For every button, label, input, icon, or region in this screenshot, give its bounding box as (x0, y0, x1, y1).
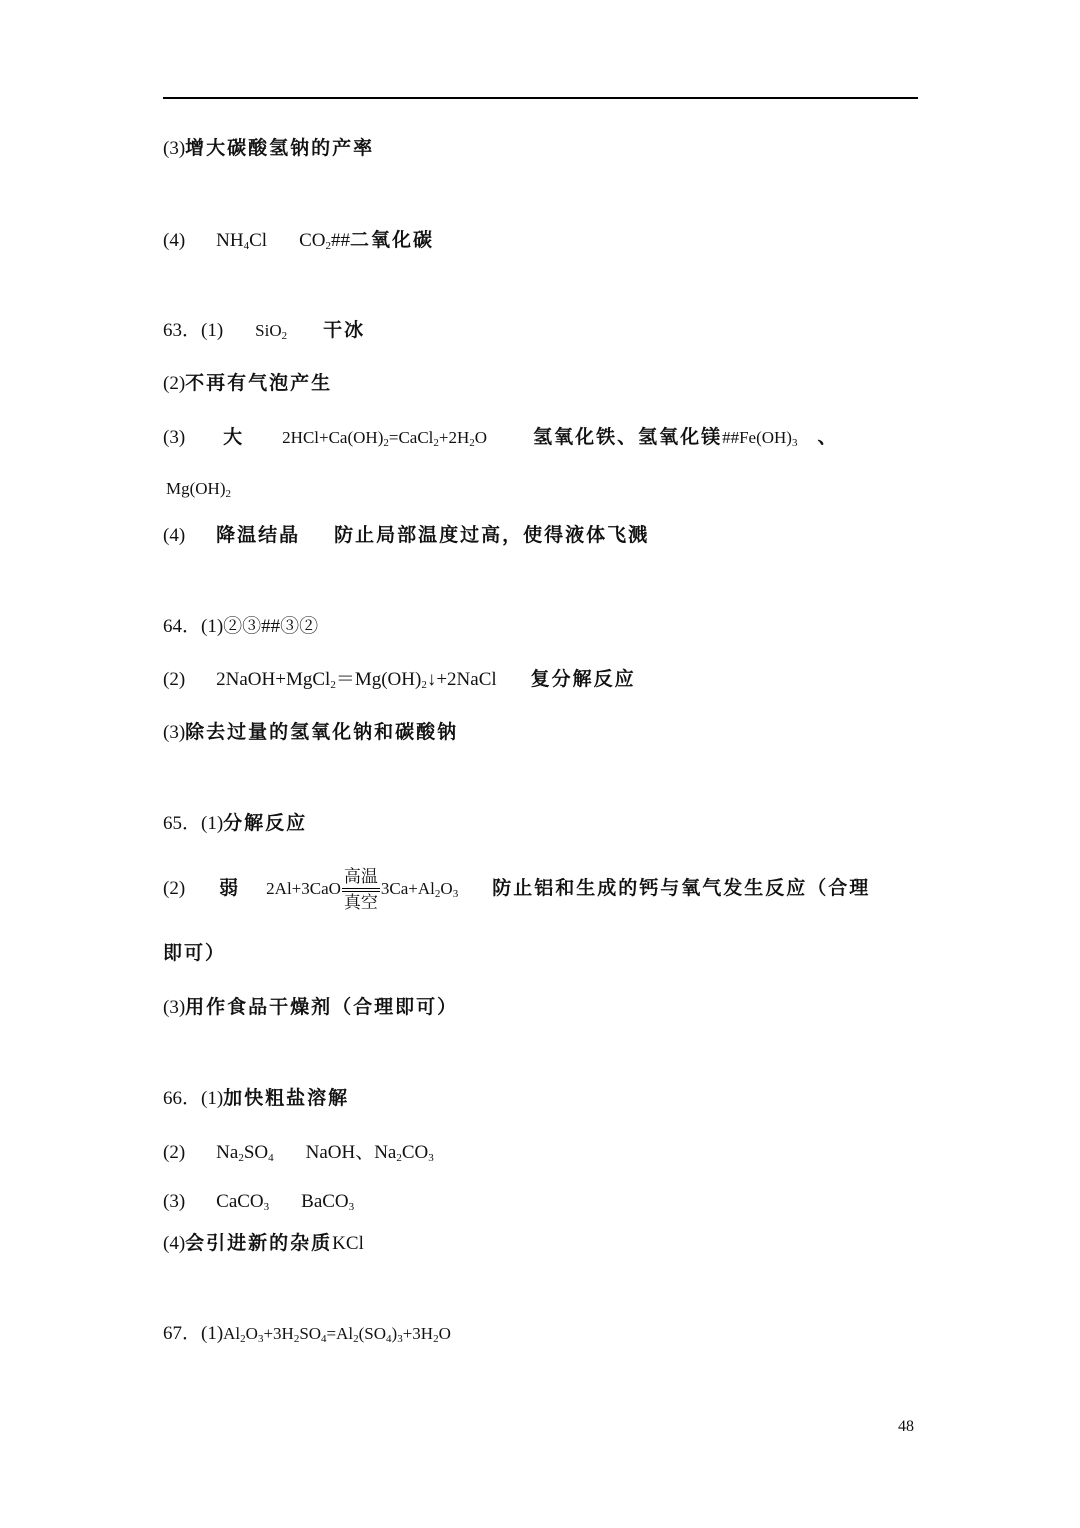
formula-naoh-na2co3: NaOH、$Na_2CO_3$ (305, 1142, 434, 1164)
equation: $2HCl+Ca(OH)_2=CaCl_2+2H_2O$ (282, 428, 488, 449)
formula-nh4cl: $NH_4Cl$ (216, 230, 268, 252)
answer-text: ②③##③② (223, 616, 319, 637)
formula-baco3: BaCO$_3$ (301, 1191, 355, 1213)
answer-text: 大 (223, 426, 245, 448)
answer-text: 会引进新的杂质 (185, 1232, 333, 1254)
part-number: (3) (163, 997, 186, 1018)
q66-part4 (163, 1231, 364, 1256)
formula-na2so4: $Na_2SO_4$ (216, 1142, 274, 1164)
q67-part1 (163, 1321, 451, 1346)
equation: $Al_2O_3+3H_2SO_4=Al_2(SO_4)_3+3H_2O$ (223, 1324, 451, 1345)
question-number: 63．(1) (163, 320, 224, 341)
q66-part3 (163, 1189, 354, 1214)
question-number: 65．(1) (163, 813, 224, 834)
q65-part3 (163, 995, 458, 1020)
part-number: (2) (163, 878, 186, 899)
part-number: (3) (163, 722, 186, 743)
q64-part2 (163, 667, 636, 692)
formula-feoh3: $Fe(OH)_3$ (739, 428, 798, 449)
formula-caco3: CaCO$_3$ (216, 1191, 270, 1213)
reaction-condition: 高温 真空 (343, 867, 378, 914)
header-rule (163, 97, 918, 99)
part-number: (4) (163, 525, 186, 546)
answer-text: 用作食品干燥剂（合理即可） (185, 996, 459, 1018)
q62-part4 (163, 228, 434, 253)
q63-part2 (163, 371, 332, 396)
question-number: 66．(1) (163, 1088, 224, 1109)
equation: $2NaOH+MgCl_2=Mg(OH)_2↓+2NaCl$ (216, 669, 497, 691)
q65-part2-cont (163, 941, 226, 965)
answer-text: 干冰 (323, 319, 366, 341)
q62-part3 (163, 136, 374, 161)
formula-kcl: KCl (332, 1233, 364, 1254)
part-number: (3) (163, 1191, 186, 1212)
answer-text: 加快粗盐溶解 (223, 1087, 350, 1109)
part-number: (4) (163, 1233, 186, 1254)
q64-part1 (163, 614, 318, 639)
page-number: 48 (898, 1418, 914, 1435)
answer-text: 氢氧化铁、氢氧化镁 (533, 426, 723, 448)
part-number: (2) (163, 373, 186, 394)
formula-co2: $CO_2\#\#$ (299, 230, 350, 252)
part-number: (3) (163, 427, 186, 448)
answer-text: 防止铝和生成的钙与氧气发生反应（合理 (492, 877, 871, 899)
part-number: (4) (163, 230, 186, 251)
q66-part1 (163, 1086, 349, 1111)
q66-part2 (163, 1140, 434, 1165)
q64-part3 (163, 720, 458, 745)
q63-part3-cont (166, 476, 231, 501)
equation: 2Al+3CaO 高温 真空 $3Ca+Al_2O_3$ (266, 867, 459, 914)
q63-part3: (3) 大 $2HCl+Ca(OH)_2=CaCl_2+2H_2O$ 氢氧化铁、氢氧化镁$\#\#Fe(OH)_3$ 、 (163, 426, 839, 449)
answer-text: 二氧化碳 (349, 229, 434, 251)
part-number: (2) (163, 1142, 186, 1163)
answer-text: 增大碳酸氢钠的产率 (185, 137, 375, 159)
q63-part4 (163, 523, 649, 548)
answer-text: 分解反应 (223, 812, 308, 834)
answer-text: 弱 (219, 877, 241, 899)
question-number: 64．(1) (163, 616, 224, 637)
answer-text: 即可） (163, 942, 227, 964)
q65-part1 (163, 811, 307, 836)
question-number: 67．(1) (163, 1323, 224, 1344)
part-number: (2) (163, 669, 186, 690)
answer-text: 不再有气泡产生 (185, 372, 333, 394)
formula-sio2: SiO$_2$ (255, 321, 288, 342)
formula-mgoh2: $Mg(OH)_2$ (166, 479, 231, 500)
answer-text: 复分解反应 (530, 668, 636, 690)
answer-text: 降温结晶 (216, 524, 301, 546)
answer-text: 除去过量的氢氧化钠和碳酸钠 (185, 721, 459, 743)
q65-part2 (163, 860, 870, 917)
part-number: (3) (163, 138, 186, 159)
answer-text: 防止局部温度过高，使得液体飞溅 (334, 524, 650, 546)
q63-part1 (163, 318, 365, 343)
